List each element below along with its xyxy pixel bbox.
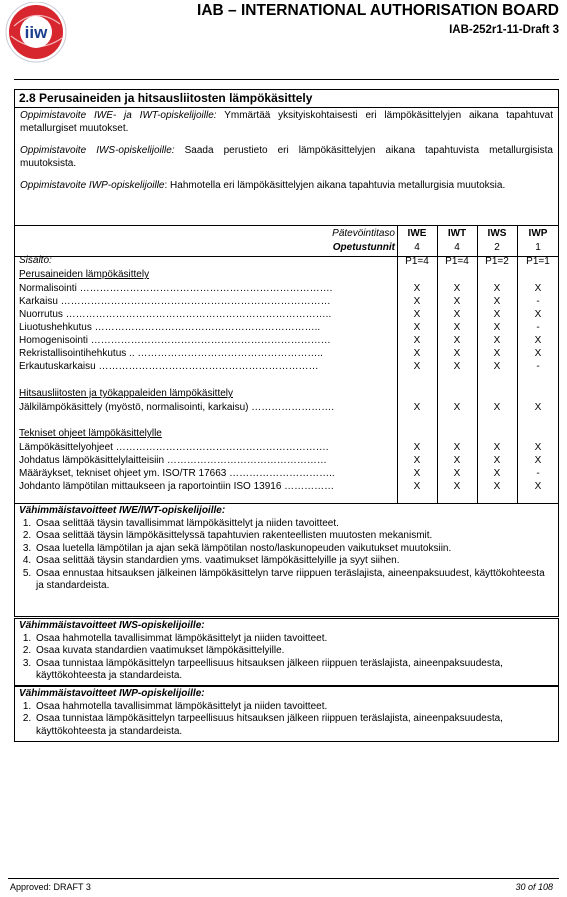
objective-text: : Hahmotella eri lämpökäsittelyjen aikana tapahtuvia metallurgisia muutoksia. xyxy=(164,180,506,191)
header-divider xyxy=(14,79,559,80)
minimum-title: Vähimmäistavoitteet IWP-opiskelijoille: xyxy=(19,688,205,699)
list-item: 5. Osaa ennustaa hitsauksen jälkeinen lämpökäsittelyn tarve riippuen teräslajista, aineenpaksuudest, käyttökohteesta ja standardeista. xyxy=(34,568,554,593)
list-item: 1. Osaa hahmotella tavallisimmat lämpökäsittelyt ja niiden tavoitteet. xyxy=(34,701,554,714)
hours-iwp: 1 xyxy=(535,242,541,253)
table-cell-mark: X xyxy=(453,309,461,320)
table-row-label: Määräykset, tekniset ohjeet ym. ISO/TR 17663 ………………………….. xyxy=(19,468,335,479)
p-iwp: P1=1 xyxy=(526,256,550,267)
minimum-list xyxy=(19,518,554,593)
table-cell-mark: X xyxy=(413,468,421,479)
table-cell-mark: X xyxy=(453,361,461,372)
approval-status: Approved: DRAFT 3 xyxy=(10,882,91,892)
table-cell-mark: - xyxy=(536,361,540,372)
minimum-title: Vähimmäistavoitteet IWS-opiskelijoille: xyxy=(19,620,205,631)
minimum-list xyxy=(19,633,554,683)
table-row-label: Lämpökäsittelyohjeet ………………………………………………………. xyxy=(19,442,329,453)
objective-iwe-iwt xyxy=(20,110,553,135)
table-cell-mark: X xyxy=(493,335,501,346)
table-cell-mark: X xyxy=(534,309,542,320)
table-cell-mark: X xyxy=(413,402,421,413)
list-item: 4. Osaa selittää täysin standardien yms. vaatimukset lämpökäsittelyille ja syyt siihen. xyxy=(34,555,554,568)
table-cell-mark: X xyxy=(534,335,542,346)
table-cell-mark: X xyxy=(413,335,421,346)
minimum-title: Vähimmäistavoitteet IWE/IWT-opiskelijoille: xyxy=(19,505,226,516)
p-iwt: P1=4 xyxy=(445,256,469,267)
table-cell-mark: - xyxy=(536,322,540,333)
table-cell-mark: X xyxy=(534,348,542,359)
list-item: 1. Osaa selittää täysin tavallisimmat lämpökäsittelyt ja niiden tavoitteet. xyxy=(34,518,554,531)
logo-text: iiw xyxy=(24,23,48,42)
table-row-label: Normalisointi …………………………………………………………………. xyxy=(19,283,333,294)
table-cell-mark: X xyxy=(453,402,461,413)
table-cell-mark: X xyxy=(493,481,501,492)
list-item: 1. Osaa hahmotella tavallisimmat lämpökäsittelyt ja niiden tavoitteet. xyxy=(34,633,554,646)
objectives-box xyxy=(14,107,559,226)
page-number: 30 of 108 xyxy=(515,882,553,892)
level-label: Pätevöintitaso xyxy=(332,228,395,239)
table-cell-mark: X xyxy=(493,348,501,359)
table-row-label: Homogenisointi ……………………………………………………………… xyxy=(19,335,331,346)
p-iws: P1=2 xyxy=(485,256,509,267)
table-cell-mark: X xyxy=(453,283,461,294)
table-row-label: Johdanto lämpötilan mittaukseen ja raportointiin ISO 13916 …………… xyxy=(19,481,335,492)
table-cell-mark: X xyxy=(534,481,542,492)
table-cell-mark: X xyxy=(493,322,501,333)
objective-iwp xyxy=(20,180,553,193)
table-cell-mark: X xyxy=(413,361,421,372)
content-label: Sisältö: xyxy=(19,255,52,266)
table-cell-mark: X xyxy=(493,402,501,413)
objective-text: Ymmärtää yksityiskohtaisesti eri lämpökäsittelyjen aikana tapahtuvat metallurgiset muutokset. xyxy=(20,110,553,134)
table-cell-mark: X xyxy=(493,283,501,294)
list-item: 2. Osaa tunnistaa lämpökäsittelyn tarpeellisuus hitsauksen jälkeen riippuen teräslajista, aineenpaksuudesta, käyttökohteesta ja standardeista. xyxy=(34,713,554,738)
col-iws: IWS xyxy=(487,228,507,239)
minimum-iwe-iwt-box xyxy=(14,503,559,617)
col-iwp: IWP xyxy=(528,228,548,239)
table-cell-mark: X xyxy=(453,348,461,359)
list-item: 3. Osaa luetella lämpötilan ja ajan sekä lämpötilan nosto/laskunopeuden vaikutukset muutoksiin. xyxy=(34,543,554,556)
table-row-label: Liuotushehkutus ………………………………………………………….. xyxy=(19,322,321,333)
p-iwe: P1=4 xyxy=(405,256,429,267)
table-cell-mark: X xyxy=(413,442,421,453)
list-item: 2. Osaa selittää täysin lämpökäsittelyssä tapahtuvien rakenteellisten muutosten mekanismit. xyxy=(34,530,554,543)
iiw-logo xyxy=(2,2,72,62)
table-cell-mark: - xyxy=(536,468,540,479)
hours-label: Opetustunnit xyxy=(332,242,395,253)
table-row-label: Karkaisu ……………………………………………………………………… xyxy=(19,296,331,307)
group-heading: Perusaineiden lämpökäsittely xyxy=(19,269,150,280)
minimum-iws-box xyxy=(14,618,559,686)
group-heading: Tekniset ohjeet lämpökäsittelylle xyxy=(19,428,162,439)
objective-iws xyxy=(20,145,553,170)
table-cell-mark: X xyxy=(493,455,501,466)
table-cell-mark: X xyxy=(534,283,542,294)
list-item: 2. Osaa kuvata standardien vaatimukset lämpökäsittelyille. xyxy=(34,645,554,658)
objective-label: Oppimistavoite IWS-opiskelijoille: xyxy=(20,145,175,156)
table-cell-mark: X xyxy=(453,468,461,479)
table-cell-mark: X xyxy=(453,296,461,307)
table-cell-mark: X xyxy=(453,442,461,453)
list-item: 3. Osaa tunnistaa lämpökäsittelyn tarpeellisuus hitsauksen jälkeen riippuen teräslajista, aineenpaksuudesta, käyttökohteesta ja standardeista. xyxy=(34,658,554,683)
objective-label: Oppimistavoite IWE- ja IWT-opiskelijoille: xyxy=(20,110,217,121)
table-cell-mark: - xyxy=(536,296,540,307)
col-iwe: IWE xyxy=(407,228,427,239)
table-cell-mark: X xyxy=(453,322,461,333)
table-cell-mark: X xyxy=(493,361,501,372)
document-code: IAB-252r1-11-Draft 3 xyxy=(449,24,559,36)
table-cell-mark: X xyxy=(413,296,421,307)
table-cell-mark: X xyxy=(453,335,461,346)
hours-iwt: 4 xyxy=(454,242,460,253)
table-row-label: Rekristallisointihehkutus .. ……………………………………………….. xyxy=(19,348,323,359)
table-cell-mark: X xyxy=(413,455,421,466)
table-row-label: Jälkilämpökäsittely (myöstö, normalisointi, karkaisu) ……………………. xyxy=(19,402,335,413)
table-row-label: Nuorrutus …………………………………………………………………….. xyxy=(19,309,332,320)
minimum-list xyxy=(19,701,554,739)
objective-text: Saada perustieto eri lämpökäsittelyjen aikana tapahtuvista metallurgisista muutoksista. xyxy=(20,145,553,169)
table-cell-mark: X xyxy=(493,296,501,307)
hours-iwe: 4 xyxy=(414,242,420,253)
table-cell-mark: X xyxy=(534,442,542,453)
minimum-iwp-box xyxy=(14,686,559,742)
hours-iws: 2 xyxy=(494,242,500,253)
table-cell-mark: X xyxy=(413,283,421,294)
table-cell-mark: X xyxy=(493,468,501,479)
table-row-label: Johdatus lämpökäsittelylaitteisiin ………………………………………… xyxy=(19,455,327,466)
table-cell-mark: X xyxy=(493,442,501,453)
group-heading: Hitsausliitosten ja työkappaleiden lämpökäsittely xyxy=(19,388,234,399)
table-row-label: Erkautuskarkaisu ………………………………………………………… xyxy=(19,361,319,372)
section-title: 2.8 Perusaineiden ja hitsausliitosten lämpökäsittely xyxy=(14,89,559,108)
table-cell-mark: X xyxy=(453,481,461,492)
content-table xyxy=(14,225,559,504)
table-cell-mark: X xyxy=(413,309,421,320)
table-cell-mark: X xyxy=(493,309,501,320)
table-cell-mark: X xyxy=(413,481,421,492)
table-cell-mark: X xyxy=(453,455,461,466)
footer-divider xyxy=(8,878,559,879)
col-iwt: IWT xyxy=(447,228,467,239)
table-cell-mark: X xyxy=(413,322,421,333)
table-cell-mark: X xyxy=(534,455,542,466)
board-title: IAB – INTERNATIONAL AUTHORISATION BOARD xyxy=(197,2,559,19)
table-cell-mark: X xyxy=(413,348,421,359)
table-cell-mark: X xyxy=(534,402,542,413)
objective-label: Oppimistavoite IWP-opiskelijoille xyxy=(20,180,165,191)
